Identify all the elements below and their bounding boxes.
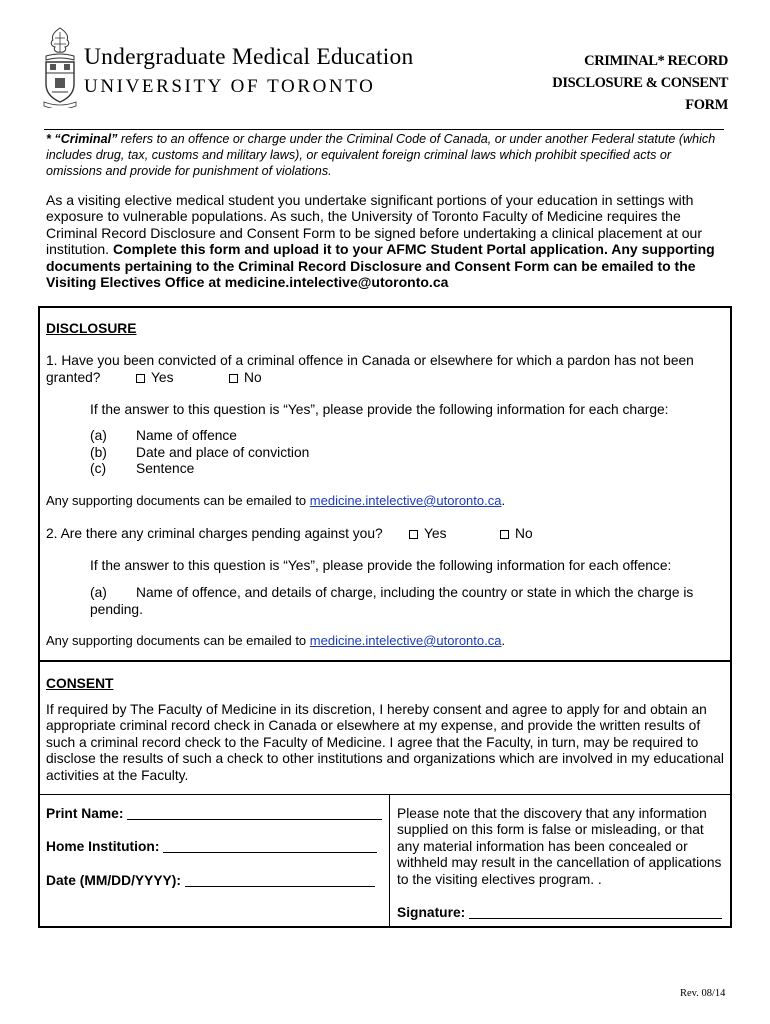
question-1-item-c-text: Sentence: [136, 461, 195, 476]
question-1-item-b: [90, 445, 107, 461]
question-1-item-a-text: Name of offence: [136, 428, 237, 443]
signature-field[interactable]: [469, 906, 722, 919]
falsification-notice: Please note that the discovery that any information supplied on this form is false or misleading, or that any material information has been concealed or withheld may result in the cancellation of applications to the visiting electives program. .: [397, 806, 722, 887]
question-2-yes-checkbox[interactable]: [409, 530, 418, 539]
question-2-no-option[interactable]: [500, 526, 533, 542]
supporting-documents-note-1: [46, 493, 505, 508]
item-marker: (b): [90, 444, 107, 460]
question-1-item-c: [90, 461, 106, 477]
question-2-followup: If the answer to this question is “Yes”, please provide the following information for each offence:: [90, 558, 672, 573]
item-marker: (a): [90, 428, 107, 443]
question-1-line1: 1. Have you been convicted of a criminal offence in Canada or elsewhere for which a pardon has not been: [46, 353, 694, 368]
question-1-yes-checkbox[interactable]: [136, 374, 145, 383]
criminal-definition-footnote: [46, 131, 728, 179]
disclosure-heading: DISCLOSURE: [46, 321, 137, 336]
question-1-no-checkbox[interactable]: [229, 374, 238, 383]
form-title-line2: DISCLOSURE & CONSENT: [552, 75, 728, 91]
consent-paragraph: If required by The Faculty of Medicine in its discretion, I hereby consent and agree to apply for and obtain an appropriate criminal record check in Canada or elsewhere at my expense, and provide the written results of such a criminal record check to the Faculty of Medicine. I agree that the Faculty, in turn, may be required to disclose the results of such a check to other institutions and organizations which are involved in my educational activities at the Faculty.: [46, 702, 724, 783]
home-institution-field[interactable]: [163, 840, 377, 853]
supporting-suffix: .: [501, 493, 506, 508]
home-institution-row: [46, 839, 377, 855]
form-title-line3: FORM: [685, 97, 728, 113]
question-2: 2. Are there any criminal charges pending against you?: [46, 526, 383, 541]
org-name-line1: Undergraduate Medical Education: [84, 44, 414, 70]
intro-text: As a visiting elective medical student you undertake significant portions of your education in settings with exposure to vulnerable populations. As such, the University of Toronto Faculty of Medicine requires the Criminal Record Disclosure and Consent Form to be signed before undertaking a clinical placement at our institution.: [46, 192, 702, 258]
signature-row: [397, 905, 722, 921]
supporting-prefix: Any supporting documents can be emailed to: [46, 633, 310, 648]
print-name-row: [46, 806, 382, 822]
question-2-item-a-marker: (a): [90, 585, 107, 600]
form-title: [492, 50, 728, 116]
item-marker: (c): [90, 461, 107, 476]
question-1-item-a: [90, 428, 107, 444]
date-row: [46, 873, 375, 889]
email-link-2[interactable]: medicine.intelective@utoronto.ca: [309, 633, 502, 648]
print-name-label: Print Name:: [46, 806, 124, 821]
footnote-term: * “Criminal”: [46, 132, 118, 146]
question-2-no-label: No: [515, 526, 533, 541]
question-2-item-a-text: Name of offence, and details of charge, including the country or state in which the charge is: [136, 585, 694, 600]
supporting-documents-note-2: [46, 633, 505, 648]
question-1-no-option[interactable]: [229, 370, 262, 386]
university-crest-logo: [40, 26, 80, 108]
print-name-field[interactable]: [127, 807, 382, 820]
question-2-item-a-continued: pending.: [90, 601, 143, 617]
org-name-line2: UNIVERSITY OF TORONTO: [84, 76, 376, 97]
question-2-yes-option[interactable]: [409, 526, 447, 542]
consent-heading: CONSENT: [46, 676, 114, 691]
date-label: Date (MM/DD/YYYY):: [46, 873, 181, 888]
question-1-no-label: No: [244, 370, 262, 385]
intro-paragraph: [46, 192, 730, 290]
email-link-1[interactable]: medicine.intelective@utoronto.ca: [309, 493, 502, 508]
question-1-yes-label: Yes: [151, 370, 174, 385]
intro-bold-text: Complete this form and upload it to your AFMC Student Portal application. Any supporting documents pertaining to the Criminal Record Disclosure and Consent Form can be emailed to the Visiting Electives Office at medicine.intelective@utoronto.ca: [46, 241, 715, 291]
question-2-no-checkbox[interactable]: [500, 530, 509, 539]
question-1-item-b-text: Date and place of conviction: [136, 444, 310, 460]
supporting-suffix: .: [501, 633, 506, 648]
question-1-line2: [46, 370, 100, 386]
home-institution-label: Home Institution:: [46, 839, 160, 854]
footnote-text: refers to an offence or charge under the Criminal Code of Canada, or under another Federal statute (which includes drug, tax, customs and military laws), or equivalent foreign criminal laws which prohibit specified acts or omissions and provide for punishment of violations.: [46, 132, 716, 178]
question-1-yes-option[interactable]: [136, 370, 174, 386]
question-2-yes-label: Yes: [424, 526, 447, 541]
question-1-granted-text: granted?: [46, 370, 101, 385]
supporting-prefix: Any supporting documents can be emailed to: [46, 493, 310, 508]
form-title-line1: CRIMINAL* RECORD: [584, 53, 728, 69]
header-rule: [44, 129, 724, 130]
date-field[interactable]: [185, 874, 375, 887]
question-1-followup: If the answer to this question is “Yes”, please provide the following information for each charge:: [90, 402, 669, 417]
signature-label: Signature:: [397, 905, 466, 920]
revision-label: Rev. 08/14: [680, 988, 726, 999]
